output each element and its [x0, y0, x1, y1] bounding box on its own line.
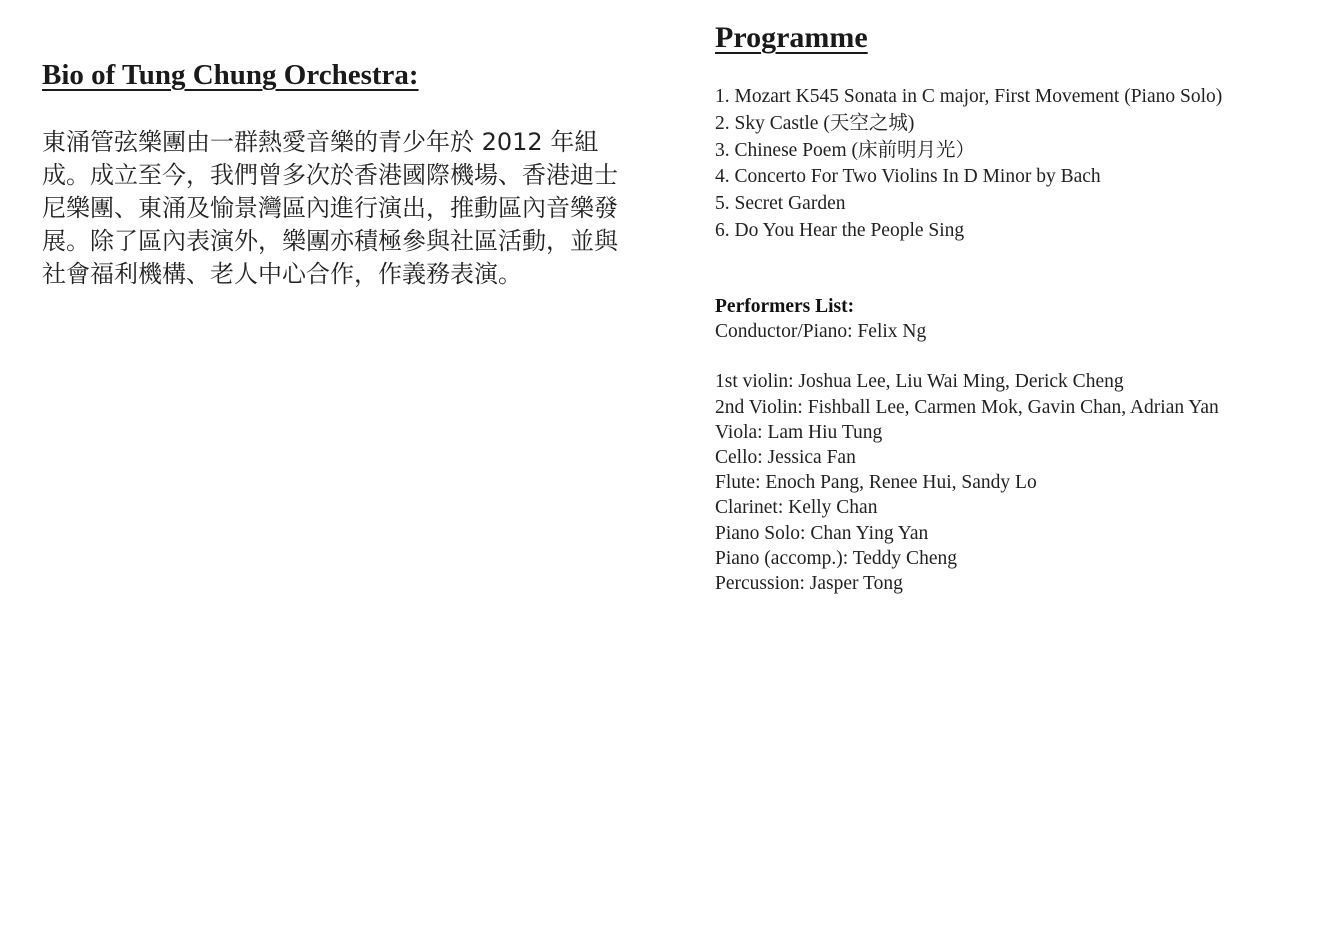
programme-item: 6. Do You Hear the People Sing — [715, 219, 965, 241]
performer-row: Viola: Lam Hiu Tung — [715, 421, 883, 443]
programme-item: 3. Chinese Poem (床前明月光） — [715, 139, 975, 161]
programme-list — [715, 84, 1315, 245]
performer-row: 1st violin: Joshua Lee, Liu Wai Ming, Derick Cheng — [715, 371, 1124, 393]
performer-row: Clarinet: Kelly Chan — [715, 497, 878, 519]
programme-item: 4. Concerto For Two Violins In D Minor by Bach — [715, 166, 1101, 188]
performer-row: Flute: Enoch Pang, Renee Hui, Sandy Lo — [715, 472, 1037, 494]
programme-item: 1. Mozart K545 Sonata in C major, First Movement (Piano Solo) — [715, 86, 1223, 107]
programme-item: 2. Sky Castle (天空之城) — [715, 112, 915, 134]
programme-section — [715, 18, 1315, 596]
performer-row: Piano (accomp.): Teddy Cheng — [715, 547, 957, 569]
performers-list — [715, 294, 1315, 596]
bio-text: 東涌管弦樂團由一群熱愛音樂的青少年於 2012 年組成。成立至今，我們曾多次於香港國際機場、香港迪士尼樂團、東涌及愉景灣區內進行演出，推動區內音樂發展。除了區內表演外，樂團亦積極參與社區活動，並與社會福利機構、老人中心合作，作義務表演。 — [42, 128, 618, 288]
performer-conductor: Conductor/Piano: Felix Ng — [715, 320, 927, 342]
performers-heading: Performers List: — [715, 295, 855, 317]
performer-row: Percussion: Jasper Tong — [715, 573, 903, 594]
programme-title: Programme — [715, 21, 868, 54]
performer-row: Cello: Jessica Fan — [715, 446, 856, 468]
bio-section — [42, 56, 642, 291]
performer-row: 2nd Violin: Fishball Lee, Carmen Mok, Gavin Chan, Adrian Yan — [715, 396, 1219, 418]
performer-row: Piano Solo: Chan Ying Yan — [715, 522, 929, 544]
bio-title: Bio of Tung Chung Orchestra: — [42, 59, 419, 91]
performers-spacer — [715, 344, 1315, 369]
programme-item: 5. Secret Garden — [715, 193, 846, 215]
